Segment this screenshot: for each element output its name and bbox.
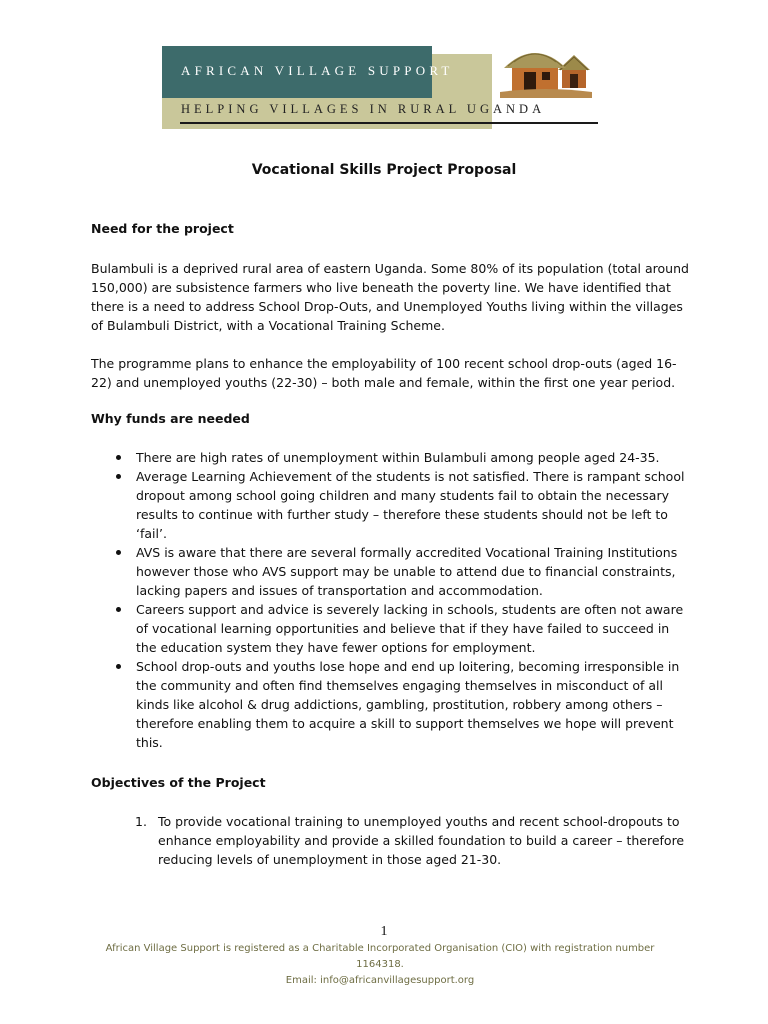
bullet-icon	[116, 474, 121, 479]
document-title: Vocational Skills Project Proposal	[251, 162, 517, 178]
objective-text: To provide vocational training to unemployed youths and recent school-dropouts to enhance employability and provide a skilled foundation to build a career – therefore reducing levels of unemployment in those aged 21-30.	[158, 814, 685, 867]
org-tagline: HELPING VILLAGES IN RURAL UGANDA	[181, 102, 546, 116]
bullet-text: School drop-outs and youths lose hope and end up loitering, becoming irresponsible in the community and often find themselves engaging themselves in misconduct of all kinds like alcohol & drug addictions, gambling, prostitution, robbery among others – therefore enabling them to acquire a skill to support themselves we hope will prevent this.	[136, 659, 680, 750]
org-name: AFRICAN VILLAGE SUPPORT	[181, 63, 454, 78]
bullet-text: Average Learning Achievement of the students is not satisfied. There is rampant school dropout among school going children and many students fail to obtain the necessary results to continue with further study – therefore these students should not be left to ‘fail’.	[136, 469, 685, 541]
bullet-icon	[116, 550, 121, 555]
bullet-text: AVS is aware that there are several formally accredited Vocational Training Institutions however those who AVS support may be unable to attend due to financial constraints, lacking papers and issues of transportation and accommodation.	[136, 545, 678, 598]
list-number: 1.	[135, 814, 147, 829]
village-huts-icon	[500, 40, 592, 102]
bullet-icon	[116, 607, 121, 612]
list-item	[110, 657, 685, 752]
list-item	[110, 600, 685, 657]
footer	[60, 941, 700, 989]
footer-registration: African Village Support is registered as a Charitable Incorporated Organisation (CIO) with registration number	[105, 943, 655, 954]
footer-reg-number: 1164318.	[356, 959, 404, 970]
need-paragraph-2: The programme plans to enhance the employability of 100 recent school drop-outs (aged 16-22) and unemployed youths (22-30) – both male and female, within the first one year period.	[91, 356, 677, 390]
heading-objectives: Objectives of the Project	[91, 775, 266, 790]
page-number: 1	[380, 924, 388, 939]
letterhead	[0, 0, 768, 140]
funds-bullet-list	[110, 448, 685, 752]
list-item	[110, 467, 685, 543]
letterhead-rule	[180, 122, 598, 124]
list-item	[110, 543, 685, 600]
bullet-text: Careers support and advice is severely lacking in schools, students are often not aware of vocational learning opportunities and believe that if they have failed to succeed in the education system they have fewer options for employment.	[136, 602, 684, 655]
list-item	[135, 812, 685, 869]
heading-funds: Why funds are needed	[91, 411, 250, 426]
need-paragraph-1: Bulambuli is a deprived rural area of eastern Uganda. Some 80% of its population (total around 150,000) are subsistence farmers who live beneath the poverty line. We have identified that there is a need to address School Drop-Outs, and Unemployed Youths living within the villages of Bulambuli District, with a Vocational Training Scheme.	[91, 261, 689, 333]
bullet-text: There are high rates of unemployment within Bulambuli among people aged 24-35.	[136, 450, 660, 465]
bullet-icon	[116, 664, 121, 669]
heading-need: Need for the project	[91, 221, 234, 236]
objectives-list	[135, 812, 685, 869]
list-item	[110, 448, 685, 467]
footer-email: Email: info@africanvillagesupport.org	[285, 975, 475, 986]
bullet-icon	[116, 455, 121, 460]
